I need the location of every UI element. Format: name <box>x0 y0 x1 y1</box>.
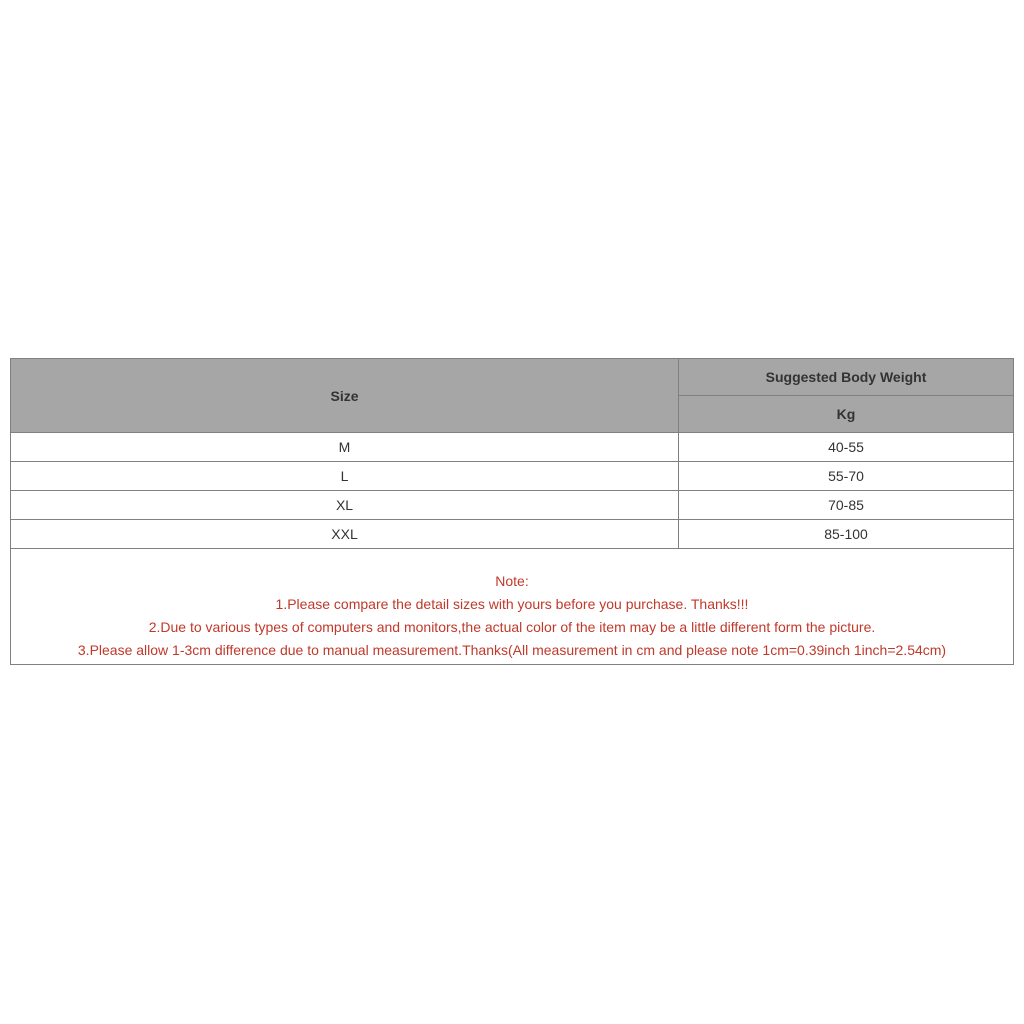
size-cell: XXL <box>11 520 679 549</box>
size-cell: M <box>11 433 679 462</box>
unit-header: Kg <box>679 396 1014 433</box>
size-chart-table <box>10 358 1014 665</box>
notes-cell <box>11 549 1014 665</box>
notes-block <box>11 549 1013 664</box>
note-line-2: 2.Due to various types of computers and monitors,the actual color of the item may be a little different form the picture. <box>148 619 876 635</box>
note-title: Note: <box>495 573 529 589</box>
table-row <box>11 520 1014 549</box>
table-row <box>11 462 1014 491</box>
weight-cell: 55-70 <box>679 462 1014 491</box>
size-header: Size <box>11 359 679 433</box>
weight-header: Suggested Body Weight <box>679 359 1014 396</box>
weight-cell: 40-55 <box>679 433 1014 462</box>
size-cell: XL <box>11 491 679 520</box>
weight-cell: 70-85 <box>679 491 1014 520</box>
table-row <box>11 491 1014 520</box>
note-line-3: 3.Please allow 1-3cm difference due to manual measurement.Thanks(All measurement in cm and please note 1cm=0.39inch 1inch=2.54cm) <box>77 642 947 658</box>
notes-row <box>11 549 1014 665</box>
table-row <box>11 433 1014 462</box>
size-cell: L <box>11 462 679 491</box>
weight-cell: 85-100 <box>679 520 1014 549</box>
note-line-1: 1.Please compare the detail sizes with yours before you purchase. Thanks!!! <box>275 596 749 612</box>
header-row <box>11 359 1014 396</box>
